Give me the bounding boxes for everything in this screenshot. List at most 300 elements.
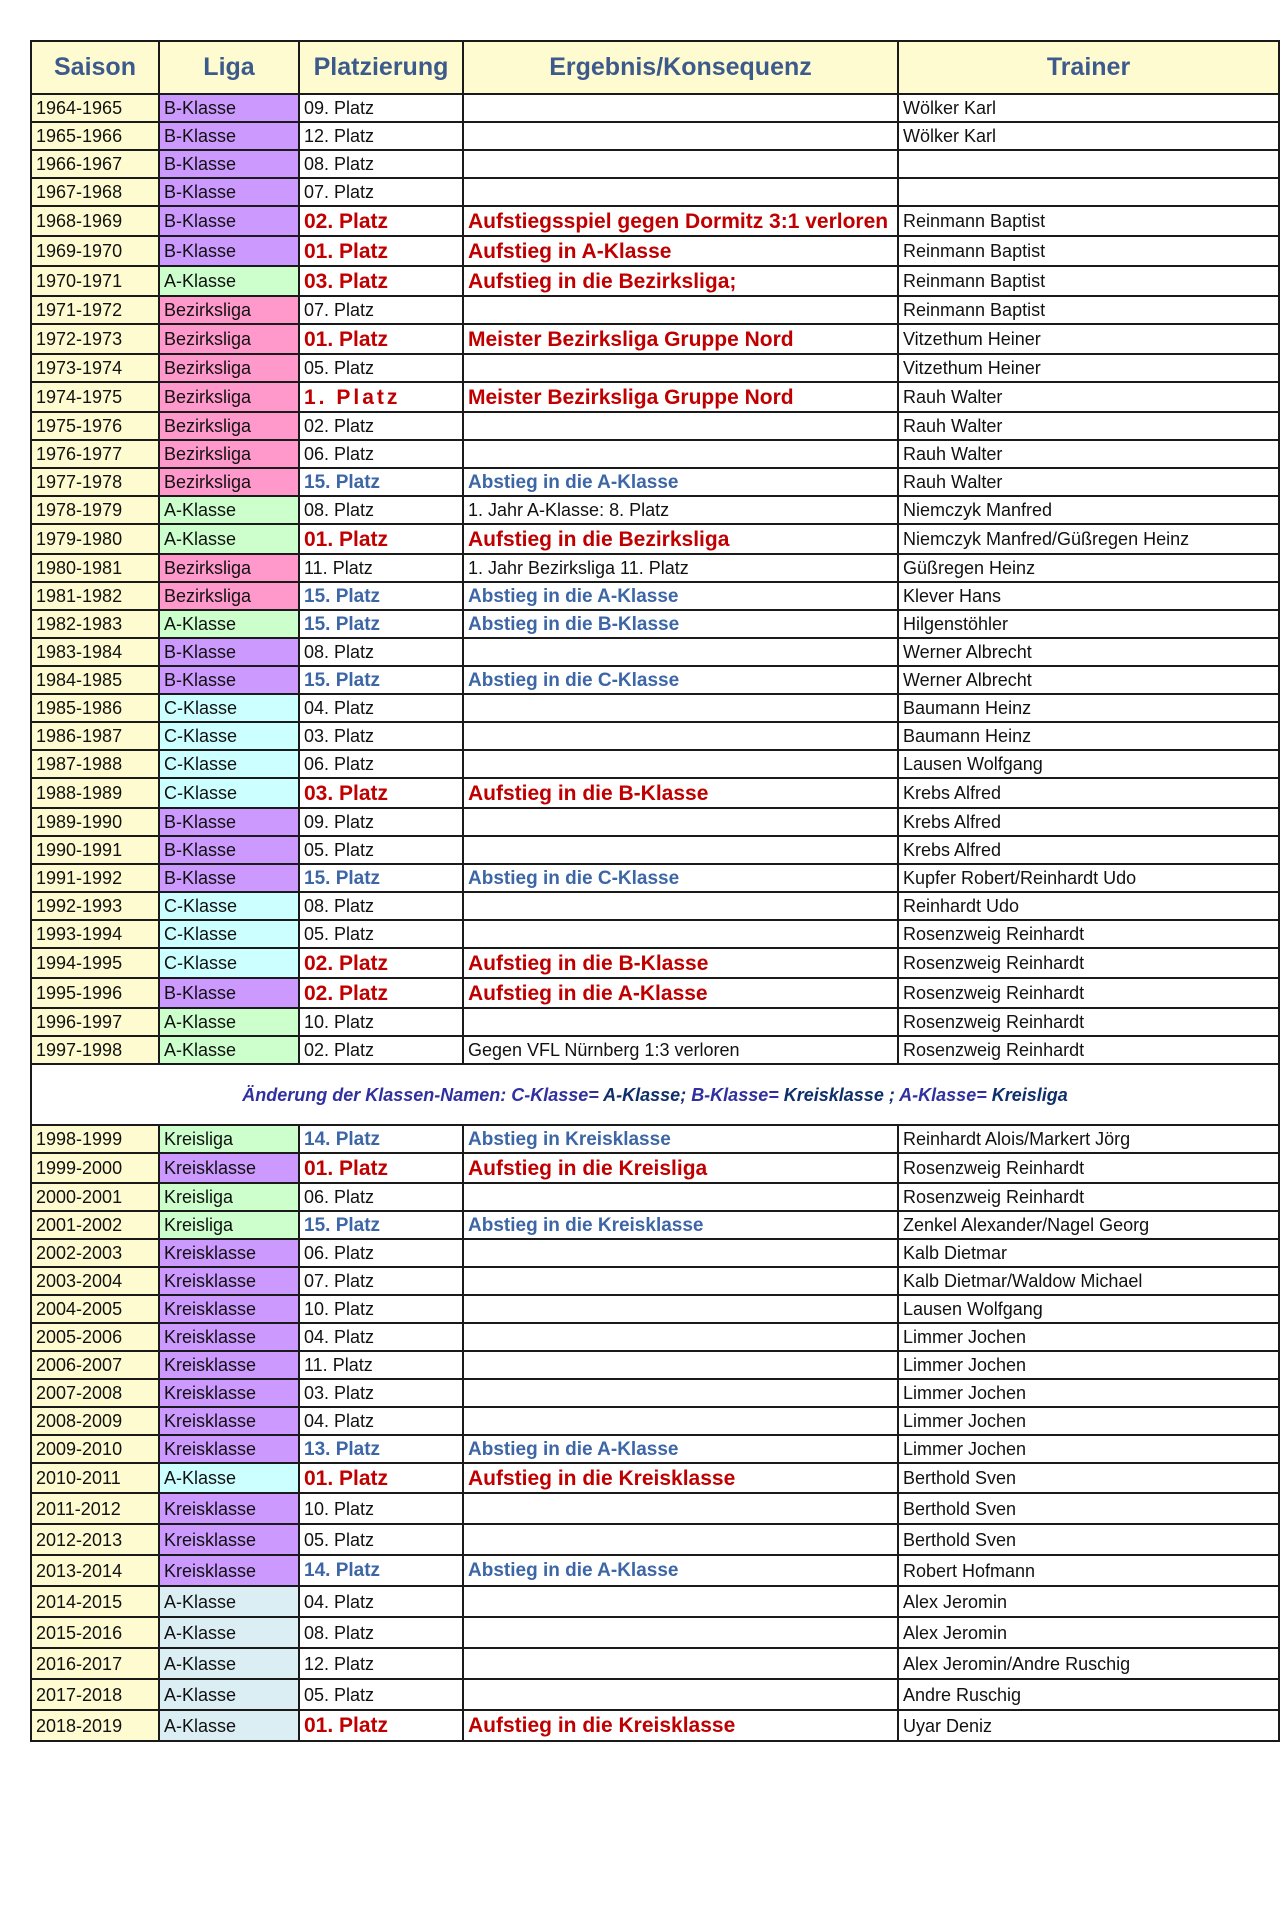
placement-cell [299, 206, 463, 236]
trainer-cell [898, 122, 1279, 150]
trainer-cell [898, 1351, 1279, 1379]
season-cell [31, 468, 159, 496]
trainer-cell [898, 94, 1279, 122]
season-text: 2010-2011 [36, 1468, 121, 1488]
trainer-text: Reinhardt Udo [903, 896, 1020, 916]
trainer-text: Rosenzweig Reinhardt [903, 1012, 1085, 1032]
season-cell [31, 150, 159, 178]
season-row [31, 554, 1279, 582]
league-cell [159, 412, 299, 440]
result-cell [463, 722, 898, 750]
league-text: Kreisliga [164, 1187, 234, 1207]
trainer-cell [898, 1710, 1279, 1741]
league-text: Kreisklasse [164, 1498, 257, 1519]
season-row [31, 892, 1279, 920]
league-text: B-Klasse [164, 154, 237, 174]
result-text: Abstieg in die A-Klasse [468, 1438, 679, 1460]
season-cell [31, 610, 159, 638]
league-cell [159, 1710, 299, 1741]
season-row [31, 1524, 1279, 1555]
season-cell [31, 554, 159, 582]
league-text: A-Klasse [164, 1622, 237, 1643]
placement-cell [299, 778, 463, 808]
result-text: Abstieg in die A-Klasse [468, 471, 679, 493]
placement-text: 09. Platz [304, 812, 375, 832]
league-text: Kreisklasse [164, 1299, 257, 1319]
league-cell [159, 1125, 299, 1153]
trainer-cell [898, 1586, 1279, 1617]
league-text: C-Klasse [164, 698, 238, 718]
placement-text: 09. Platz [304, 98, 375, 118]
season-row [31, 1267, 1279, 1295]
season-text: 1995-1996 [36, 983, 123, 1003]
placement-cell [299, 440, 463, 468]
placement-text: 08. Platz [304, 1622, 375, 1643]
trainer-text: Rosenzweig Reinhardt [903, 1187, 1085, 1207]
league-text: Bezirksliga [164, 472, 252, 492]
placement-text: 03. Platz [304, 269, 389, 293]
placement-text: 08. Platz [304, 896, 375, 916]
league-text: Bezirksliga [164, 444, 252, 464]
season-text: 2011-2012 [36, 1498, 121, 1519]
result-text: Aufstieg in die Kreisklasse [468, 1466, 736, 1490]
league-text: A-Klasse [164, 1684, 237, 1705]
season-text: 1975-1976 [36, 416, 123, 436]
season-cell [31, 206, 159, 236]
season-text: 2000-2001 [36, 1187, 123, 1207]
result-cell [463, 1323, 898, 1351]
placement-text: 03. Platz [304, 726, 375, 746]
league-text: Kreisklasse [164, 1411, 257, 1431]
season-text: 2004-2005 [36, 1299, 123, 1319]
result-cell [463, 1267, 898, 1295]
result-cell [463, 978, 898, 1008]
season-row [31, 324, 1279, 354]
season-cell [31, 778, 159, 808]
season-text: 1990-1991 [36, 840, 123, 860]
placement-text: 01. Platz [304, 1156, 389, 1180]
placement-cell [299, 808, 463, 836]
placement-cell [299, 638, 463, 666]
season-cell [31, 1008, 159, 1036]
result-cell [463, 122, 898, 150]
trainer-text: Vitzethum Heiner [903, 358, 1041, 378]
league-text: B-Klasse [164, 868, 237, 888]
season-row [31, 236, 1279, 266]
league-cell [159, 554, 299, 582]
league-cell [159, 1153, 299, 1183]
result-text: Abstieg in Kreisklasse [468, 1128, 671, 1150]
season-text: 2003-2004 [36, 1271, 123, 1291]
season-row [31, 94, 1279, 122]
league-cell [159, 864, 299, 892]
result-cell [463, 296, 898, 324]
season-row [31, 1555, 1279, 1586]
trainer-text: Wölker Karl [903, 98, 997, 118]
league-text: Bezirksliga [164, 329, 252, 349]
league-text: A-Klasse [164, 1591, 237, 1612]
trainer-text: Krebs Alfred [903, 783, 1002, 803]
trainer-cell [898, 468, 1279, 496]
league-cell [159, 496, 299, 524]
trainer-text: Alex Jeromin [903, 1622, 1008, 1643]
result-cell [463, 1435, 898, 1463]
season-cell [31, 1617, 159, 1648]
trainer-cell [898, 554, 1279, 582]
season-text: 1985-1986 [36, 698, 123, 718]
result-cell [463, 1183, 898, 1211]
season-cell [31, 1379, 159, 1407]
trainer-text: Limmer Jochen [903, 1355, 1027, 1375]
result-text: Abstieg in die C-Klasse [468, 669, 680, 691]
placement-text: 07. Platz [304, 300, 375, 320]
season-cell [31, 582, 159, 610]
trainer-text: Limmer Jochen [903, 1439, 1027, 1459]
placement-text: 15. Platz [304, 867, 381, 889]
season-row [31, 1183, 1279, 1211]
season-text: 1980-1981 [36, 558, 123, 578]
trainer-text: Zenkel Alexander/Nagel Georg [903, 1215, 1150, 1235]
result-cell [463, 808, 898, 836]
placement-text: 10. Platz [304, 1012, 375, 1032]
result-text: Abstieg in die B-Klasse [468, 613, 680, 635]
placement-cell [299, 296, 463, 324]
season-cell [31, 296, 159, 324]
trainer-text: Berthold Sven [903, 1498, 1017, 1519]
trainer-text: Rosenzweig Reinhardt [903, 1040, 1085, 1060]
league-cell [159, 382, 299, 412]
season-text: 1997-1998 [36, 1040, 123, 1060]
result-cell [463, 468, 898, 496]
result-text: Gegen VFL Nürnberg 1:3 verloren [468, 1040, 740, 1060]
result-cell [463, 1493, 898, 1524]
league-text: C-Klasse [164, 896, 238, 916]
league-cell [159, 1183, 299, 1211]
trainer-cell [898, 206, 1279, 236]
league-cell [159, 468, 299, 496]
season-text: 1989-1990 [36, 812, 123, 832]
placement-text: 01. Platz [304, 239, 389, 263]
placement-text: 14. Platz [304, 1128, 381, 1150]
placement-cell [299, 836, 463, 864]
trainer-cell [898, 382, 1279, 412]
league-cell [159, 1267, 299, 1295]
league-cell [159, 722, 299, 750]
result-cell [463, 236, 898, 266]
league-text: Bezirksliga [164, 387, 252, 407]
season-row [31, 610, 1279, 638]
placement-text: 04. Platz [304, 1591, 375, 1612]
season-row [31, 296, 1279, 324]
placement-text: 01. Platz [304, 1466, 389, 1490]
season-text: 1982-1983 [36, 614, 123, 634]
league-text: Kreisklasse [164, 1383, 257, 1403]
placement-text: 05. Platz [304, 840, 375, 860]
season-row [31, 1153, 1279, 1183]
season-text: 2016-2017 [36, 1653, 123, 1674]
season-text: 1969-1970 [36, 241, 123, 261]
season-cell [31, 1710, 159, 1741]
league-text: Kreisklasse [164, 1243, 257, 1263]
season-text: 1978-1979 [36, 500, 123, 520]
league-text: Bezirksliga [164, 558, 252, 578]
trainer-text: Rosenzweig Reinhardt [903, 983, 1085, 1003]
league-text: A-Klasse [164, 500, 237, 520]
result-text: Aufstieg in die B-Klasse [468, 781, 709, 805]
season-cell [31, 1125, 159, 1153]
league-cell [159, 236, 299, 266]
placement-cell [299, 1008, 463, 1036]
placement-cell [299, 892, 463, 920]
season-text: 1987-1988 [36, 754, 123, 774]
result-cell [463, 1379, 898, 1407]
result-cell [463, 150, 898, 178]
placement-cell [299, 1617, 463, 1648]
result-cell [463, 666, 898, 694]
league-text: A-Klasse [164, 529, 237, 549]
trainer-cell [898, 1295, 1279, 1323]
league-text: B-Klasse [164, 211, 237, 231]
trainer-cell [898, 978, 1279, 1008]
result-text: Aufstieg in die Kreisliga [468, 1156, 708, 1180]
placement-text: 04. Platz [304, 1327, 375, 1347]
placement-cell [299, 178, 463, 206]
season-cell [31, 412, 159, 440]
league-cell [159, 1679, 299, 1710]
trainer-cell [898, 324, 1279, 354]
season-row [31, 468, 1279, 496]
trainer-text: Rauh Walter [903, 416, 1003, 436]
season-cell [31, 694, 159, 722]
trainer-text: Kalb Dietmar/Waldow Michael [903, 1271, 1143, 1291]
header-trainer: Trainer [898, 41, 1279, 94]
league-cell [159, 296, 299, 324]
result-cell [463, 1008, 898, 1036]
season-row [31, 666, 1279, 694]
placement-cell [299, 94, 463, 122]
league-cell [159, 1239, 299, 1267]
league-cell [159, 1524, 299, 1555]
league-text: B-Klasse [164, 126, 237, 146]
season-text: 1981-1982 [36, 586, 123, 606]
league-cell [159, 1036, 299, 1064]
placement-cell [299, 1555, 463, 1586]
result-text: Abstieg in die C-Klasse [468, 867, 680, 889]
trainer-cell [898, 524, 1279, 554]
league-cell [159, 1008, 299, 1036]
league-cell [159, 1295, 299, 1323]
header-placement: Platzierung [299, 41, 463, 94]
season-text: 2001-2002 [36, 1215, 123, 1235]
season-row [31, 808, 1279, 836]
season-text: 1984-1985 [36, 670, 123, 690]
season-text: 2009-2010 [36, 1439, 123, 1459]
trainer-text: Limmer Jochen [903, 1383, 1027, 1403]
season-row [31, 496, 1279, 524]
trainer-cell [898, 496, 1279, 524]
result-cell [463, 750, 898, 778]
result-cell [463, 920, 898, 948]
season-row [31, 150, 1279, 178]
league-text: B-Klasse [164, 670, 237, 690]
result-cell [463, 440, 898, 468]
season-row [31, 354, 1279, 382]
trainer-cell [898, 1008, 1279, 1036]
result-cell [463, 1617, 898, 1648]
season-cell [31, 354, 159, 382]
result-cell [463, 948, 898, 978]
placement-cell [299, 150, 463, 178]
trainer-text: Lausen Wolfgang [903, 754, 1043, 774]
result-text: Aufstieg in die Kreisklasse [468, 1714, 736, 1737]
league-text: Bezirksliga [164, 358, 252, 378]
result-cell [463, 1211, 898, 1239]
note-part: B-Klasse= [691, 1084, 784, 1105]
trainer-text: Rosenzweig Reinhardt [903, 1158, 1085, 1178]
header-league: Liga [159, 41, 299, 94]
result-text: Aufstieg in die B-Klasse [468, 951, 709, 975]
result-cell [463, 554, 898, 582]
trainer-text: Niemczyk Manfred/Güßregen Heinz [903, 529, 1190, 549]
placement-cell [299, 1267, 463, 1295]
season-text: 2008-2009 [36, 1411, 123, 1431]
season-cell [31, 1524, 159, 1555]
league-text: Kreisliga [164, 1129, 234, 1149]
placement-text: 11. Platz [304, 1355, 373, 1375]
season-text: 1965-1966 [36, 126, 123, 146]
season-text: 1998-1999 [36, 1129, 123, 1149]
trainer-cell [898, 836, 1279, 864]
season-row [31, 412, 1279, 440]
season-cell [31, 1648, 159, 1679]
season-cell [31, 324, 159, 354]
season-history-table [30, 40, 1280, 1742]
trainer-text: Alex Jeromin/Andre Ruschig [903, 1653, 1131, 1674]
season-cell [31, 948, 159, 978]
season-row [31, 1493, 1279, 1524]
season-cell [31, 722, 159, 750]
trainer-cell [898, 694, 1279, 722]
season-text: 1964-1965 [36, 98, 123, 118]
rows-after-rename [31, 1125, 1279, 1741]
result-cell [463, 178, 898, 206]
league-text: B-Klasse [164, 642, 237, 662]
placement-cell [299, 582, 463, 610]
season-row [31, 1323, 1279, 1351]
league-cell [159, 808, 299, 836]
rename-note-section [31, 1064, 1279, 1125]
season-text: 1974-1975 [36, 387, 123, 407]
season-cell [31, 122, 159, 150]
league-cell [159, 1379, 299, 1407]
season-cell [31, 808, 159, 836]
season-row [31, 1008, 1279, 1036]
season-row [31, 1710, 1279, 1741]
placement-text: 06. Platz [304, 1243, 375, 1263]
league-cell [159, 354, 299, 382]
trainer-cell [898, 1125, 1279, 1153]
trainer-cell [898, 864, 1279, 892]
placement-cell [299, 694, 463, 722]
season-text: 2005-2006 [36, 1327, 123, 1347]
result-cell [463, 1463, 898, 1493]
trainer-text: Rauh Walter [903, 472, 1003, 492]
season-cell [31, 638, 159, 666]
season-row [31, 266, 1279, 296]
season-row [31, 1586, 1279, 1617]
result-text: Abstieg in die Kreisklasse [468, 1214, 704, 1236]
season-text: 2014-2015 [36, 1591, 123, 1612]
trainer-text: Niemczyk Manfred [903, 500, 1053, 520]
season-cell [31, 892, 159, 920]
result-cell [463, 1153, 898, 1183]
placement-cell [299, 1125, 463, 1153]
season-cell [31, 1239, 159, 1267]
placement-text: 01. Platz [304, 327, 389, 351]
trainer-text: Krebs Alfred [903, 812, 1002, 832]
placement-text: 15. Platz [304, 585, 381, 607]
league-text: A-Klasse [164, 614, 237, 634]
result-cell [463, 1407, 898, 1435]
league-text: A-Klasse [164, 1715, 237, 1736]
season-row [31, 524, 1279, 554]
trainer-cell [898, 920, 1279, 948]
season-row [31, 1295, 1279, 1323]
trainer-cell [898, 440, 1279, 468]
season-row [31, 178, 1279, 206]
season-cell [31, 1351, 159, 1379]
league-cell [159, 1463, 299, 1493]
result-cell [463, 354, 898, 382]
placement-text: 12. Platz [304, 126, 375, 146]
season-cell [31, 666, 159, 694]
trainer-cell [898, 1323, 1279, 1351]
trainer-cell [898, 1183, 1279, 1211]
trainer-cell [898, 1435, 1279, 1463]
season-cell [31, 236, 159, 266]
trainer-text: Werner Albrecht [903, 670, 1032, 690]
result-cell [463, 1586, 898, 1617]
result-cell [463, 1555, 898, 1586]
note-part: Kreisliga [991, 1084, 1068, 1105]
league-cell [159, 266, 299, 296]
season-row [31, 948, 1279, 978]
league-text: B-Klasse [164, 983, 237, 1003]
placement-text: 02. Platz [304, 209, 389, 233]
trainer-cell [898, 638, 1279, 666]
season-cell [31, 1323, 159, 1351]
league-text: B-Klasse [164, 241, 237, 261]
placement-text: 1. Platz [304, 385, 401, 409]
season-text: 1970-1971 [36, 271, 123, 291]
trainer-cell [898, 1379, 1279, 1407]
season-text: 1977-1978 [36, 472, 123, 492]
season-row [31, 1379, 1279, 1407]
trainer-text: Wölker Karl [903, 126, 997, 146]
season-text: 1979-1980 [36, 529, 123, 549]
header-season: Saison [31, 41, 159, 94]
placement-cell [299, 750, 463, 778]
league-cell [159, 610, 299, 638]
season-text: 1968-1969 [36, 211, 123, 231]
league-cell [159, 1648, 299, 1679]
trainer-text: Hilgenstöhler [903, 614, 1009, 634]
league-text: C-Klasse [164, 754, 238, 774]
league-cell [159, 582, 299, 610]
result-cell [463, 638, 898, 666]
trainer-cell [898, 1493, 1279, 1524]
result-cell [463, 1524, 898, 1555]
